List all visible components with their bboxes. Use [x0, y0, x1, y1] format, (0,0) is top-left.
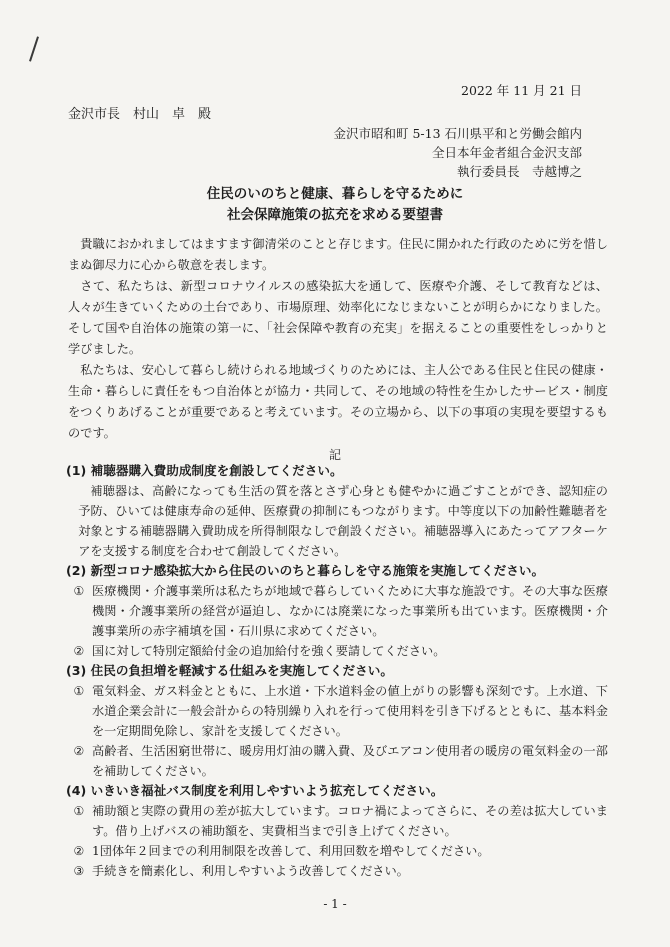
- sender-address: 金沢市昭和町 5-13 石川県平和と労働会館内: [333, 126, 582, 141]
- sub-text: 1団体年２回までの利用制限を改善して、利用回数を増やしてください。: [92, 844, 490, 858]
- sub-text: 高齢者、生活困窮世帯に、暖房用灯油の購入費、及びエアコン使用者の暖房の電気料金の一部を補助してください。: [92, 744, 608, 778]
- item-4-sub-2: [66, 841, 608, 861]
- sub-text: 電気料金、ガス料金とともに、上水道・下水道料金の値上がりの影響も深刻です。上水道、下水道企業会計に一般会計からの特別繰り入れを行って使用料を引き下げるとともに、基本料金を一定期間免除し、家計を支援してください。: [92, 684, 608, 738]
- item-2-sub-1: [66, 581, 608, 641]
- sub-number: ①: [73, 584, 85, 598]
- sub-text: 手続きを簡素化し、利用しやすいよう改善してください。: [92, 864, 409, 878]
- item-3-heading: (3) 住民の負担増を軽減する仕組みを実施してください。: [66, 663, 393, 678]
- sub-text: 国に対して特別定額給付金の追加給付を強く要請してください。: [92, 644, 446, 658]
- pen-mark: [29, 36, 39, 61]
- document-title-line2: 社会保障施策の拡充を求める要望書: [227, 207, 443, 223]
- item-3-sub-1: [66, 681, 608, 741]
- intro-paragraph-3: 私たちは、安心して暮らし続けられる地域づくりのためには、主人公である住民と住民の健康・生命・暮らしに責任をもつ自治体とが協力・共同して、その地域の特性を生かしたサービス・制度をつくりあげることが重要であると考えています。その立場から、以下の事項の実現を要望するものです。: [68, 363, 608, 440]
- item-4-heading: (4) いきいき福祉バス制度を利用しやすいよう拡充してください。: [66, 783, 444, 798]
- sub-text: 補助額と実際の費用の差が拡大しています。コロナ禍によってさらに、その差は拡大しています。借り上げバスの補助額を、実費相当まで引き上げてください。: [92, 804, 608, 838]
- sub-number: ③: [73, 864, 85, 878]
- request-items: [66, 461, 608, 881]
- sub-number: ①: [73, 804, 85, 818]
- page-number: - 1 -: [323, 897, 347, 911]
- intro-section: [68, 234, 608, 444]
- ki-marker: 記: [328, 448, 341, 462]
- document-date: 2022 年 11 月 21 日: [461, 83, 582, 98]
- intro-paragraph-1: 貴職におかれましてはますます御清栄のことと存じます。住民に開かれた行政のために労を惜しまぬ御尽力に心から敬意を表します。: [68, 237, 608, 272]
- addressee: 金沢市長 村山 卓 殿: [68, 107, 212, 122]
- item-4-sub-3: [66, 861, 608, 881]
- item-1-heading: (1) 補聴器購入費助成制度を創設してください。: [66, 463, 343, 478]
- item-2-sub-2: [66, 641, 608, 661]
- document-title-line1: 住民のいのちと健康、暮らしを守るために: [206, 186, 464, 202]
- item-1-body: 補聴器は、高齢になっても生活の質を落とさず心身とも健やかに過ごすことができ、認知症の予防、ひいては健康寿命の延伸、医療費の抑制にもつながります。中等度以下の加齢性難聴者を対象とする補聴器購入費助成を所得制限なしで創設ください。補聴器導入にあたってアフターケアを支援する制度を合わせて創設してください。: [78, 484, 608, 558]
- sub-number: ②: [73, 744, 85, 758]
- item-2-heading: (2) 新型コロナ感染拡大から住民のいのちと暮らしを守る施策を実施してください。: [66, 563, 545, 578]
- sender-person: 執行委員長 寺越博之: [456, 164, 582, 179]
- sub-number: ②: [73, 644, 85, 658]
- sub-text: 医療機関・介護事業所は私たちが地域で暮らしていくために大事な施設です。その大事な医療機関・介護事業所の経営が逼迫し、なかには廃業になった事業所も出ています。医療機関・介護事業所の赤字補填を国・石川県に求めてください。: [92, 584, 608, 638]
- sender-organization: 全日本年金者組合金沢支部: [431, 145, 582, 160]
- intro-paragraph-2: さて、私たちは、新型コロナウイルスの感染拡大を通して、医療や介護、そして教育などは、人々が生きていくための土台であり、市場原理、効率化になじまないことが明らかになりました。そして国や自治体の施策の第一に、「社会保障や教育の充実」を据えることの重要性をしっかりと学びました。: [68, 279, 608, 356]
- sub-number: ①: [73, 684, 85, 698]
- sub-number: ②: [73, 844, 85, 858]
- item-4-sub-1: [66, 801, 608, 841]
- item-3-sub-2: [66, 741, 608, 781]
